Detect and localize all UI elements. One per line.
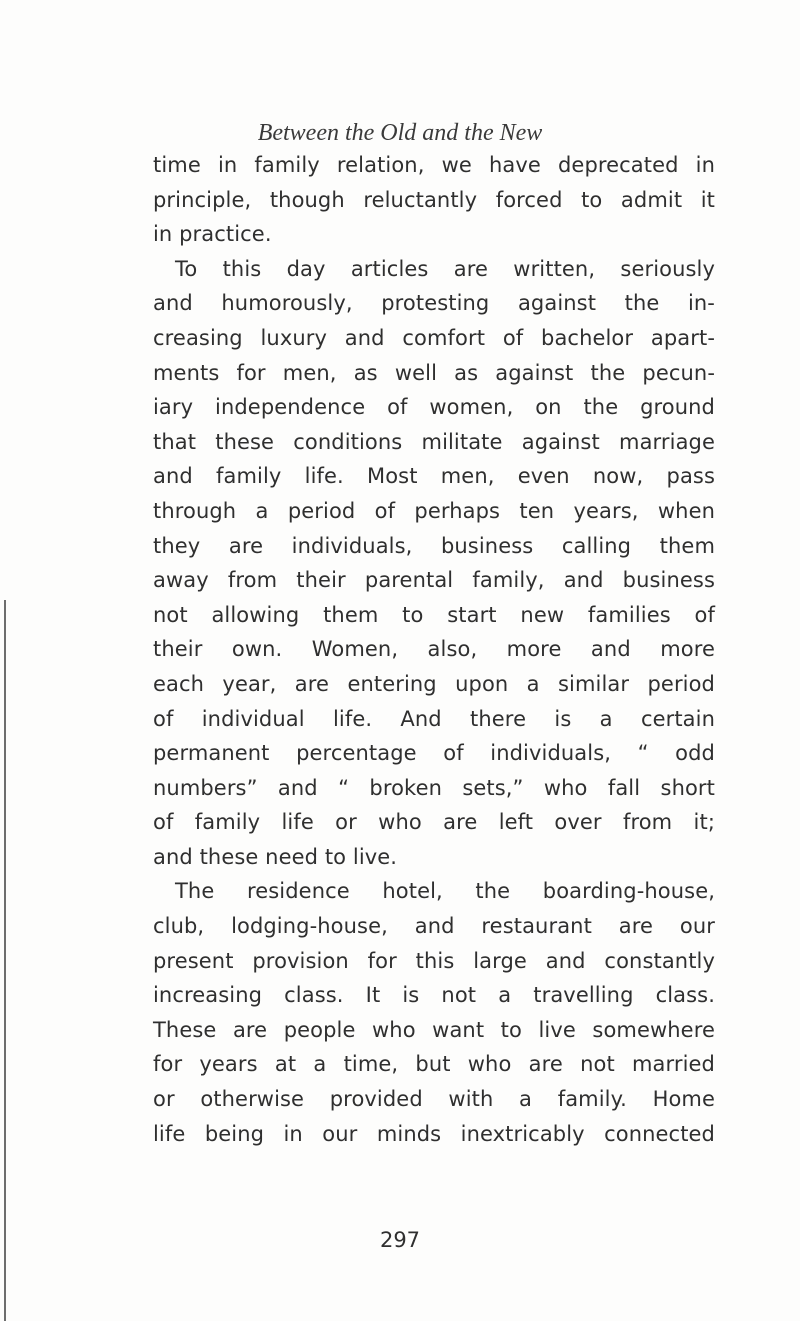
page-number: 297 [379,1228,421,1252]
text-line: each year, are entering upon a similar period [153,671,715,696]
text-line: numbers” and “ broken sets,” who fall short [153,775,715,800]
text-line: ments for men, as well as against the pecun- [153,360,715,385]
text-line: These are people who want to live somewhere [153,1017,715,1042]
text-line: of family life or who are left over from it; [153,810,715,835]
text-line: principle, though reluctantly forced to admit it [153,187,715,212]
text-line: iary independence of women, on the ground [153,395,715,420]
binding-edge-line [4,600,6,1321]
text-line: time in family relation, we have deprecated in [153,153,715,177]
text-line: and family life. Most men, even now, pass [153,464,715,489]
text-line: of individual life. And there is a certain [153,706,715,731]
text-line: their own. Women, also, more and more [153,637,715,662]
text-line: through a period of perhaps ten years, when [153,498,715,523]
text-line: for years at a time, but who are not married [153,1052,715,1077]
text-line: in practice. [153,222,272,247]
body-text [153,148,715,1151]
text-line: club, lodging-house, and restaurant are our [153,914,715,939]
text-line: permanent percentage of individuals, “ odd [153,741,715,766]
text-line: creasing luxury and comfort of bachelor apart- [153,325,715,350]
text-line: and humorously, protesting against the in- [153,291,715,316]
text-line: To this day articles are written, seriously [175,256,715,281]
running-head: Between the Old and the New [257,120,543,146]
text-line: that these conditions militate against marriage [153,429,715,454]
text-line: away from their parental family, and business [153,568,715,593]
text-line: or otherwise provided with a family. Home [153,1087,715,1112]
text-line: not allowing them to start new families of [153,602,715,627]
text-line: they are individuals, business calling them [153,533,715,558]
text-line: life being in our minds inextricably connected [153,1121,715,1146]
text-line: and these need to live. [153,844,398,869]
text-line: present provision for this large and constantly [153,948,715,973]
text-line: The residence hotel, the boarding-house, [175,879,715,904]
text-line: increasing class. It is not a travelling class. [153,983,715,1008]
